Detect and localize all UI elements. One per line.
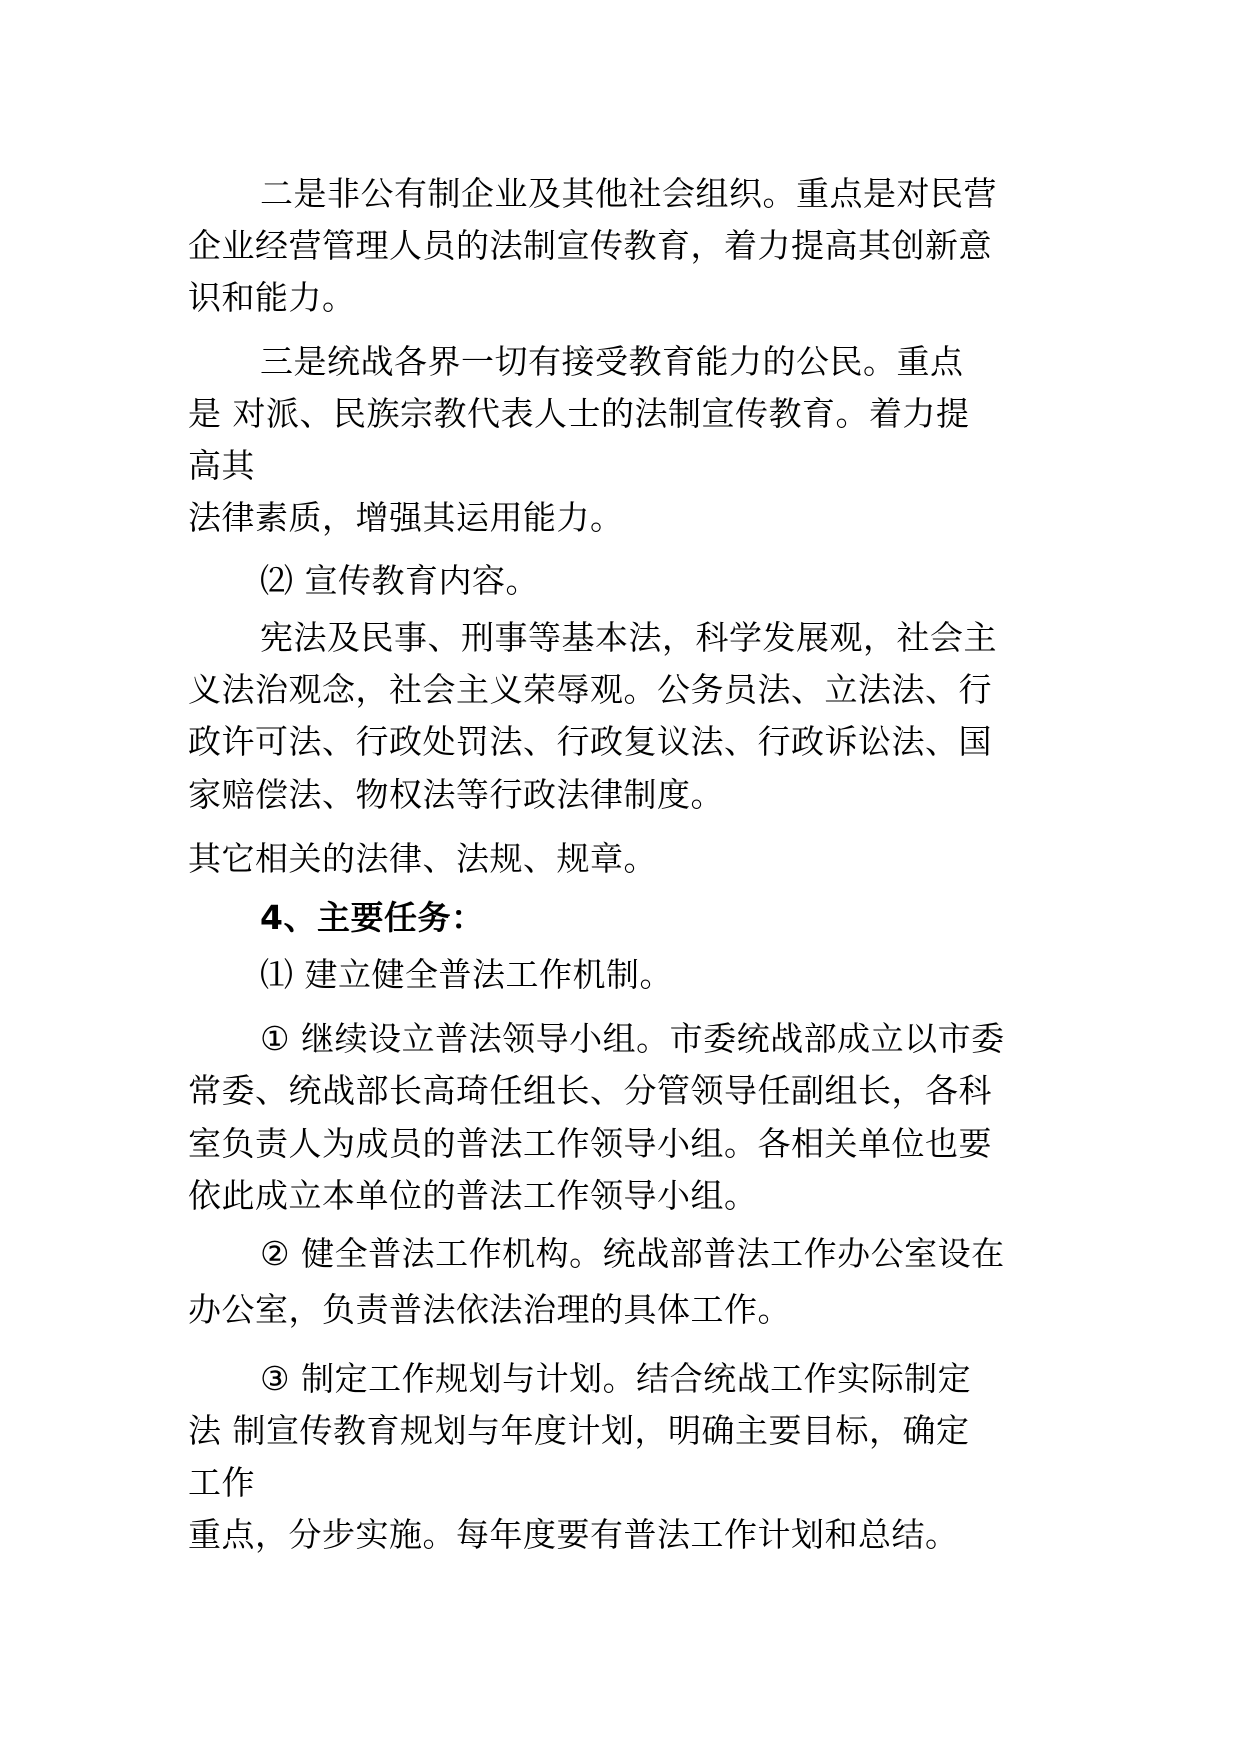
text-line: 义法治观念，社会主义荣辱观。公务员法、立法法、行 [188, 670, 992, 709]
text-line: 法律素质，增强其运用能力。 [188, 498, 624, 537]
text-line: 企业经营管理人员的法制宣传教育，着力提高其创新意 [188, 226, 992, 265]
text-line: 政许可法、行政处罚法、行政复议法、行政诉讼法、国 [188, 722, 992, 761]
section-heading: ⑴ 建立健全普法工作机制。 [260, 955, 673, 994]
text-line: 二是非公有制企业及其他社会组织。重点是对民营 [260, 174, 997, 213]
text-line: 宪法及民事、刑事等基本法，科学发展观，社会主 [260, 618, 997, 657]
text-line: 常委、统战部长高琦任组长、分管领导任副组长，各科 [188, 1071, 992, 1110]
text-line: ③ 制定工作规划与计划。结合统战工作实际制定 [260, 1359, 972, 1398]
text-line: 是 对派、民族宗教代表人士的法制宣传教育。着力提 [188, 394, 970, 433]
text-line: ① 继续设立普法领导小组。市委统战部成立以市委 [260, 1019, 1005, 1058]
text-line: 重点，分步实施。每年度要有普法工作计划和总结。 [188, 1515, 959, 1554]
text-line: 高其 [188, 446, 255, 485]
text-line: 三是统战各界一切有接受教育能力的公民。重点 [260, 342, 964, 381]
text-line: 室负责人为成员的普法工作领导小组。各相关单位也要 [188, 1124, 992, 1163]
text-line: 家赔偿法、物权法等行政法律制度。 [188, 775, 724, 814]
section-heading: ⑵ 宣传教育内容。 [260, 561, 539, 600]
text-line: 办公室，负责普法依法治理的具体工作。 [188, 1290, 791, 1329]
text-line: ② 健全普法工作机构。统战部普法工作办公室设在 [260, 1234, 1005, 1273]
text-line: 工作 [188, 1463, 255, 1502]
text-line: 识和能力。 [188, 278, 356, 317]
text-line: 依此成立本单位的普法工作领导小组。 [188, 1176, 758, 1215]
text-line: 其它相关的法律、法规、规章。 [188, 839, 657, 878]
section-heading: 4、主要任务： [260, 898, 485, 937]
text-line: 法 制宣传教育规划与年度计划，明确主要目标，确定 [188, 1411, 970, 1450]
